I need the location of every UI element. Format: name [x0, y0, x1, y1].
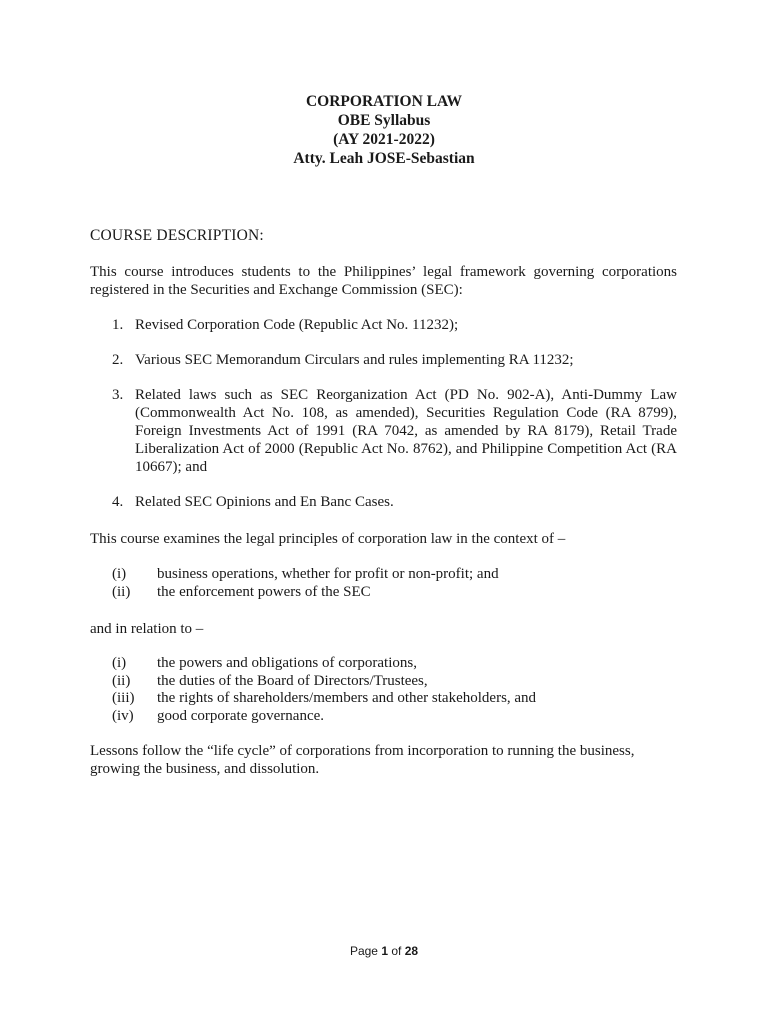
list-text: Related laws such as SEC Reorganization Act (PD No. 902-A), Anti-Dummy Law (Commonwealth Act No. 108, as amended), Securities Regulation Code (RA 8799), Foreign Investments Act of 1991 (RA 7042, as amended by RA 8179), Retail Trade Liberalization Act of 2000 (Republic Act No. 8762), and Philippine Competition Act (RA 10667); and — [135, 387, 677, 475]
list-number: (i) — [112, 566, 127, 582]
list-text: Related SEC Opinions and En Banc Cases. — [135, 494, 394, 510]
document-title: CORPORATION LAW — [305, 93, 462, 110]
list-number: 4. — [112, 494, 124, 510]
list-text: Revised Corporation Code (Republic Act No. 11232); — [135, 317, 459, 333]
intro-paragraph: This course introduces students to the Philippines’ legal framework governing corporations registered in the Securities and Exchange Commission (SEC): — [90, 264, 677, 298]
list-number: (ii) — [112, 672, 131, 689]
list-text: the enforcement powers of the SEC — [157, 583, 371, 600]
list-text: the powers and obligations of corporations, — [157, 655, 417, 671]
list-item — [112, 655, 677, 673]
page-total: 28 — [404, 944, 419, 958]
relation-list — [112, 655, 677, 725]
list-number: 1. — [112, 317, 124, 333]
of-word: of — [391, 944, 402, 958]
lessons-paragraph: Lessons follow the “life cycle” of corporations from incorporation to running the business, growing the business, and dissolution. — [90, 743, 635, 777]
list-number: (i) — [112, 655, 127, 671]
context-list — [112, 566, 677, 601]
academic-year: (AY 2021-2022) — [333, 131, 435, 148]
section-heading-course-description: COURSE DESCRIPTION: — [90, 227, 264, 244]
page-current: 1 — [381, 944, 388, 958]
page-number-footer — [0, 944, 768, 958]
list-number: (iv) — [112, 707, 134, 724]
document-header — [0, 92, 768, 168]
list-item — [90, 351, 677, 369]
document-subtitle: OBE Syllabus — [337, 112, 431, 129]
list-text: Various SEC Memorandum Circulars and rules implementing RA 11232; — [135, 352, 574, 368]
list-text: business operations, whether for profit or non-profit; and — [157, 566, 499, 582]
list-item — [90, 493, 677, 511]
list-item — [112, 673, 677, 691]
page-word: Page — [349, 944, 378, 958]
list-text: the rights of shareholders/members and other stakeholders, and — [157, 690, 537, 706]
list-text: the duties of the Board of Directors/Trustees, — [157, 672, 428, 689]
context-intro: This course examines the legal principles of corporation law in the context of – — [90, 531, 566, 547]
list-item — [112, 566, 677, 584]
list-item — [90, 316, 677, 334]
list-text: good corporate governance. — [157, 707, 325, 724]
list-item — [112, 584, 677, 602]
list-number: (iii) — [112, 690, 135, 706]
list-number: 2. — [112, 352, 124, 368]
list-item — [112, 690, 677, 708]
list-item — [90, 386, 677, 476]
relation-intro: and in relation to – — [90, 621, 204, 637]
author-name: Atty. Leah JOSE-Sebastian — [293, 150, 475, 167]
list-number: (ii) — [112, 583, 131, 600]
list-number: 3. — [112, 387, 124, 403]
sources-list — [90, 316, 677, 528]
list-item — [112, 708, 677, 726]
